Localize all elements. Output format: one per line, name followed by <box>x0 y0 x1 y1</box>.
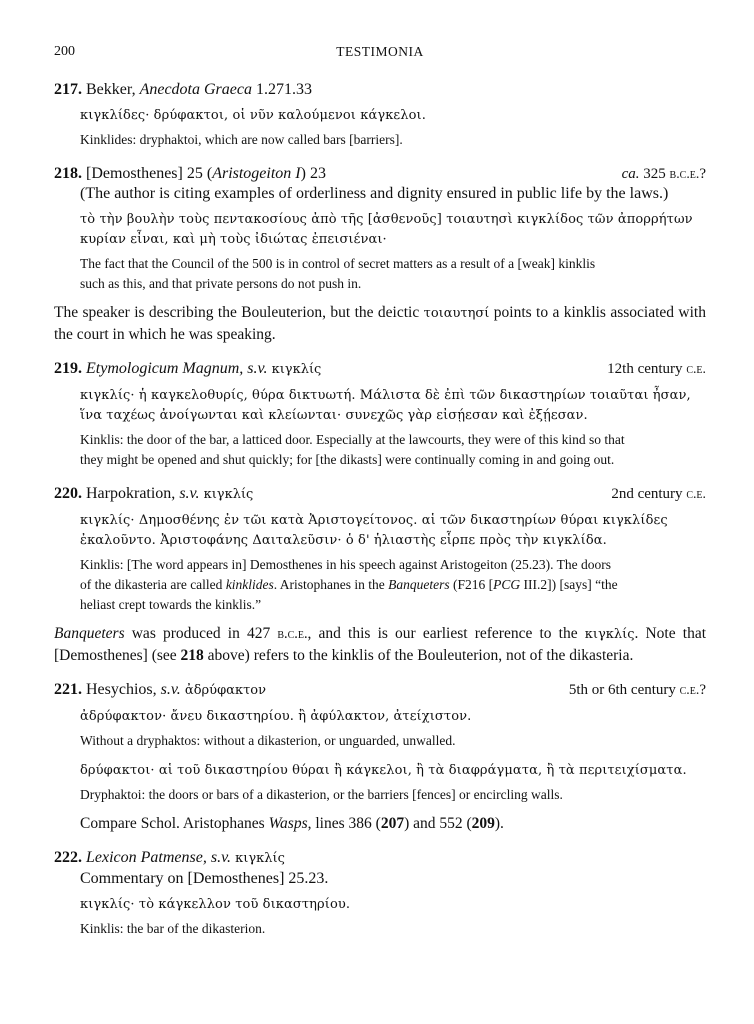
source-ref: 1.271.33 <box>251 81 312 98</box>
source-lemma: ἀδρύφακτον <box>180 683 267 698</box>
entry-number: 222. <box>54 849 82 866</box>
source-lemma: κιγκλίς <box>199 487 254 502</box>
entry-date: 2nd century c.e. <box>611 486 706 502</box>
entry-heading <box>54 80 706 100</box>
entry-number: 217. <box>54 81 82 98</box>
entry-date: 12th century c.e. <box>607 361 706 377</box>
entry-222 <box>54 848 706 939</box>
source-text: Harpokration, <box>86 485 180 502</box>
commentary: The speaker is describing the Bouleuterion, but the deictic τοιαυτησί points to a kinklis associated with the court in which he was speaking. <box>54 304 706 343</box>
source-text: Hesychios, <box>86 681 161 698</box>
context-note: (The author is citing examples of orderliness and dignity ensured in public life by the laws.) <box>80 185 669 202</box>
entry-date: ca. 325 b.c.e.? <box>621 166 706 182</box>
entry-217 <box>54 80 706 150</box>
source-lemma: κιγκλίς <box>231 851 285 866</box>
translation: Kinklides: dryphaktoi, which are now called bars [barriers]. <box>80 132 403 147</box>
running-title: TESTIMONIA <box>336 44 424 59</box>
source-ref: ) 23 <box>300 165 326 182</box>
greek-text: κιγκλίς· τὸ κάγκελλον τοῦ δικαστηρίου. <box>80 897 351 912</box>
cross-reference: Compare Schol. Aristophanes Wasps, lines 386 (207) and 552 (209). <box>80 815 504 832</box>
greek-text: κιγκλίς· Δημοσθένης ἐν τῶι κατὰ Ἀριστογείτονος. αἱ τῶν δικαστηρίων θύραι κιγκλίδες ἐκαλοῦντο. Ἀριστοφάνης Δαιταλεῦσιν· ὁ δ' ἡλιαστὴς εἷρπε πρὸς τὴν κιγκλίδα. <box>80 513 668 548</box>
translation: Without a dryphaktos: without a dikasterion, or unguarded, unwalled. <box>80 733 456 748</box>
entry-date: 5th or 6th century c.e.? <box>568 682 706 698</box>
greek-text: τὸ τὴν βουλὴν τοὺς πεντακοσίους ἀπὸ τῆς [ἀσθενοῦς] τοιαυτησὶ κιγκλίδος τῶν ἀπορρήτων κυρίαν εἶναι, καὶ μὴ τοὺς ἰδιώτας ἐπεισιέναι· <box>80 212 693 247</box>
entry-heading: 221. Hesychios, s.v. ἀδρύφακτον 5th or 6th century c.e.? <box>54 681 706 698</box>
source-title: Etymologicum Magnum, s.v. <box>86 360 268 377</box>
greek-text: ἀδρύφακτον· ἄνευ δικαστηρίου. ἢ ἀφύλακτον, ἀτείχιστον. <box>80 709 472 724</box>
entry-heading <box>54 848 706 869</box>
source-title: Aristogeiton I <box>212 165 301 182</box>
translation: Kinklis: the bar of the dikasterion. <box>80 921 266 936</box>
page-number: 200 <box>54 44 75 59</box>
translation: Kinklis: [The word appears in] Demosthenes in his speech against Aristogeiton (25.23). The doors of the dikasteria are called kinklides. Aristophanes in the Banqueters (F216 [PCG III.2]) [says] “the heliast crept towards the kinklis.” <box>80 557 618 612</box>
entry-221 <box>54 680 706 834</box>
entry-heading: 220. Harpokration, s.v. κιγκλίς 2nd century c.e. <box>54 485 706 502</box>
greek-text: δρύφακτοι· αἱ τοῦ δικαστηρίου θύραι ἢ κάγκελοι, ἢ τὰ διαφράγματα, ἢ τὰ περιτειχίσματα. <box>80 763 687 778</box>
source-lemma: κιγκλίς <box>267 362 322 377</box>
running-head <box>54 44 706 66</box>
source-text: [Demosthenes] 25 ( <box>86 165 213 182</box>
source-title: Anecdota Graeca <box>139 81 252 98</box>
commentary: Banqueters was produced in 427 b.c.e., and this is our earliest reference to the κιγκλίς. Note that [Demosthenes] (see 218 above) refers to the kinklis of the Bouleuterion, not of the dikasteria. <box>54 625 706 664</box>
entry-number: 220. <box>54 485 82 502</box>
entry-number: 218. <box>54 165 82 182</box>
page <box>54 44 706 939</box>
source-title: Lexicon Patmense, s.v. <box>86 849 231 866</box>
source-text: Bekker, <box>86 81 140 98</box>
entry-heading <box>54 359 706 380</box>
translation: The fact that the Council of the 500 is in control of secret matters as a result of a [weak] kinklis such as this, and that private persons do not push in. <box>80 256 596 291</box>
greek-text: κιγκλίδες· δρύφακτοι, οἱ νῦν καλούμενοι κάγκελοι. <box>80 108 426 123</box>
entry-219 <box>54 359 706 470</box>
greek-text: κιγκλίς· ἡ καγκελοθυρίς, θύρα δικτυωτή. Μάλιστα δὲ ἐπὶ τῶν δικαστηρίων τοιαῦται ἦσαν, ἵνα ταχέως ἀνοίγωνται καὶ κλείωνται· συνεχῶς γὰρ εἰσῄεσαν καὶ ἐξῄεσαν. <box>80 388 691 423</box>
translation: Dryphaktoi: the doors or bars of a dikasterion, or the barriers [fences] or encircling walls. <box>80 787 563 802</box>
entry-number: 219. <box>54 360 82 377</box>
entry-heading <box>54 164 706 184</box>
context-note: Commentary on [Demosthenes] 25.23. <box>80 870 329 887</box>
entry-220 <box>54 484 706 666</box>
entry-number: 221. <box>54 681 82 698</box>
entry-218 <box>54 164 706 345</box>
translation: Kinklis: the door of the bar, a latticed door. Especially at the lawcourts, they were of this kind so that they might be opened and shut quickly; for [the dikasts] were continually coming in and going out. <box>80 432 625 467</box>
